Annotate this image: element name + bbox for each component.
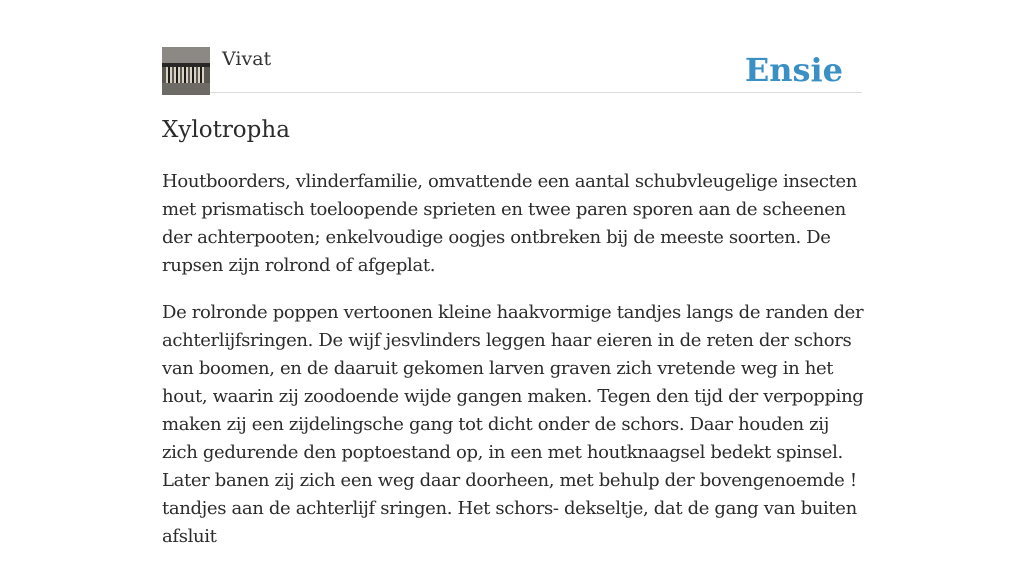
bookshelf-icon <box>162 47 210 95</box>
author-name[interactable]: Vivat <box>222 48 272 70</box>
brand-logo[interactable]: Ensie <box>744 51 843 89</box>
article-title: Xylotropha <box>162 117 290 143</box>
article-body <box>162 168 864 570</box>
author-avatar[interactable] <box>162 47 210 95</box>
article-paragraph: De rolronde poppen vertoonen kleine haakvormige tandjes langs de randen der achterlijfsringen. De wijf jesvlinders leggen haar eieren in de reten der schors van boomen, en de daaruit gekomen larven graven zich vretende weg in het hout, waarin zij zoodoende wijde gangen maken. Tegen den tijd der verpopping maken zij een zijdelingsche gang tot dicht onder de schors. Daar houden zij zich gedurende den poptoestand op, in een met houtknaagsel bedekt spinsel. Later banen zij zich een weg daar doorheen, met behulp der bovengenoemde ! tandjes aan de achterlijf sringen. Het schors- dekseltje, dat de gang van buiten afsluit <box>162 302 864 547</box>
article-paragraph: Houtboorders, vlinderfamilie, omvattende een aantal schubvleugelige insecten met prismatisch toeloopende sprieten en twee paren sporen aan de scheenen der achterpooten; enkelvoudige oogjes ontbreken bij de meeste soorten. De rupsen zijn rolrond of afgeplat. <box>162 171 858 276</box>
header <box>162 46 862 93</box>
